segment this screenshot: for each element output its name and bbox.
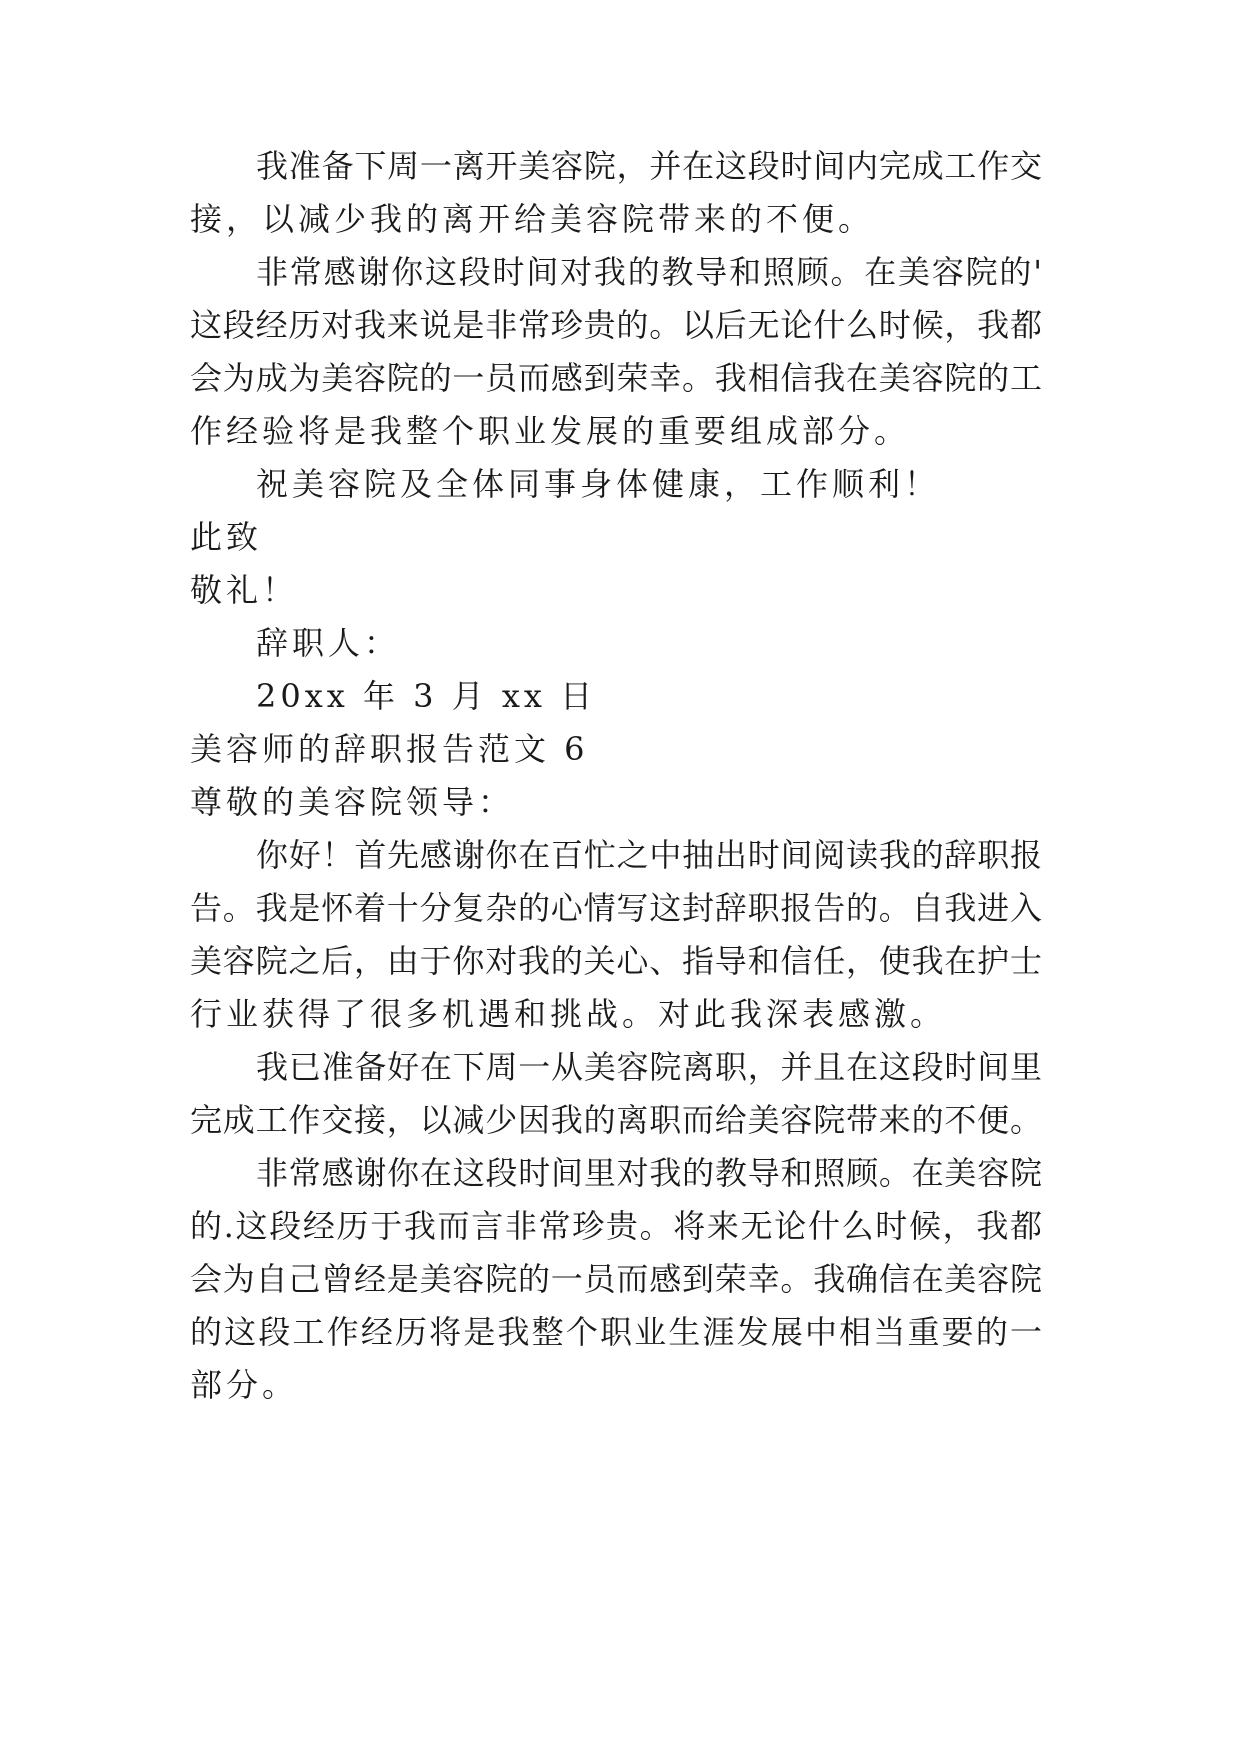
paragraph-line: 祝美容院及全体同事身体健康，工作顺利！ <box>256 465 941 503</box>
section-heading: 美容师的辞职报告范文 6 <box>190 730 589 768</box>
paragraph-line: 你好！首先感谢你在百忙之中抽出时间阅读我的辞职报 <box>256 836 1042 874</box>
paragraph-line: 告。我是怀着十分复杂的心情写这封辞职报告的。自我进入 <box>190 889 1042 927</box>
closing-salute: 敬礼！ <box>190 571 299 609</box>
date-line: 20xx 年 3 月 xx 日 <box>256 677 597 715</box>
salutation: 尊敬的美容院领导： <box>190 783 515 821</box>
paragraph-line: 非常感谢你在这段时间里对我的教导和照顾。在美容院 <box>256 1154 1042 1192</box>
paragraph-line: 行业获得了很多机遇和挑战。对此我深表感激。 <box>190 995 947 1033</box>
paragraph-line: 美容院之后，由于你对我的关心、指导和信任，使我在护士 <box>190 942 1042 980</box>
paragraph-line: 部分。 <box>190 1366 299 1404</box>
signer-label: 辞职人： <box>256 624 401 662</box>
closing-text: 此致 <box>190 518 263 556</box>
paragraph-line: 这段经历对我来说是非常珍贵的。以后无论什么时候，我都 <box>190 306 1042 344</box>
paragraph-line: 完成工作交接，以减少因我的离职而给美容院带来的不便。 <box>190 1101 1042 1139</box>
paragraph-line: 会为成为美容院的一员而感到荣幸。我相信我在美容院的工 <box>190 359 1042 397</box>
paragraph-line: 接，以减少我的离开给美容院带来的不便。 <box>190 200 875 238</box>
paragraph-line: 作经验将是我整个职业发展的重要组成部分。 <box>190 412 911 450</box>
paragraph-line: 我准备下周一离开美容院，并在这段时间内完成工作交 <box>256 147 1042 185</box>
paragraph-line: 的.这段经历于我而言非常珍贵。将来无论什么时候，我都 <box>190 1207 1042 1245</box>
paragraph-line: 我已准备好在下周一从美容院离职，并且在这段时间里 <box>256 1048 1042 1086</box>
paragraph-line: 非常感谢你这段时间对我的教导和照顾。在美容院的' <box>256 253 1042 291</box>
paragraph-line: 的这段工作经历将是我整个职业生涯发展中相当重要的一 <box>190 1313 1042 1351</box>
paragraph-line: 会为自己曾经是美容院的一员而感到荣幸。我确信在美容院 <box>190 1260 1042 1298</box>
